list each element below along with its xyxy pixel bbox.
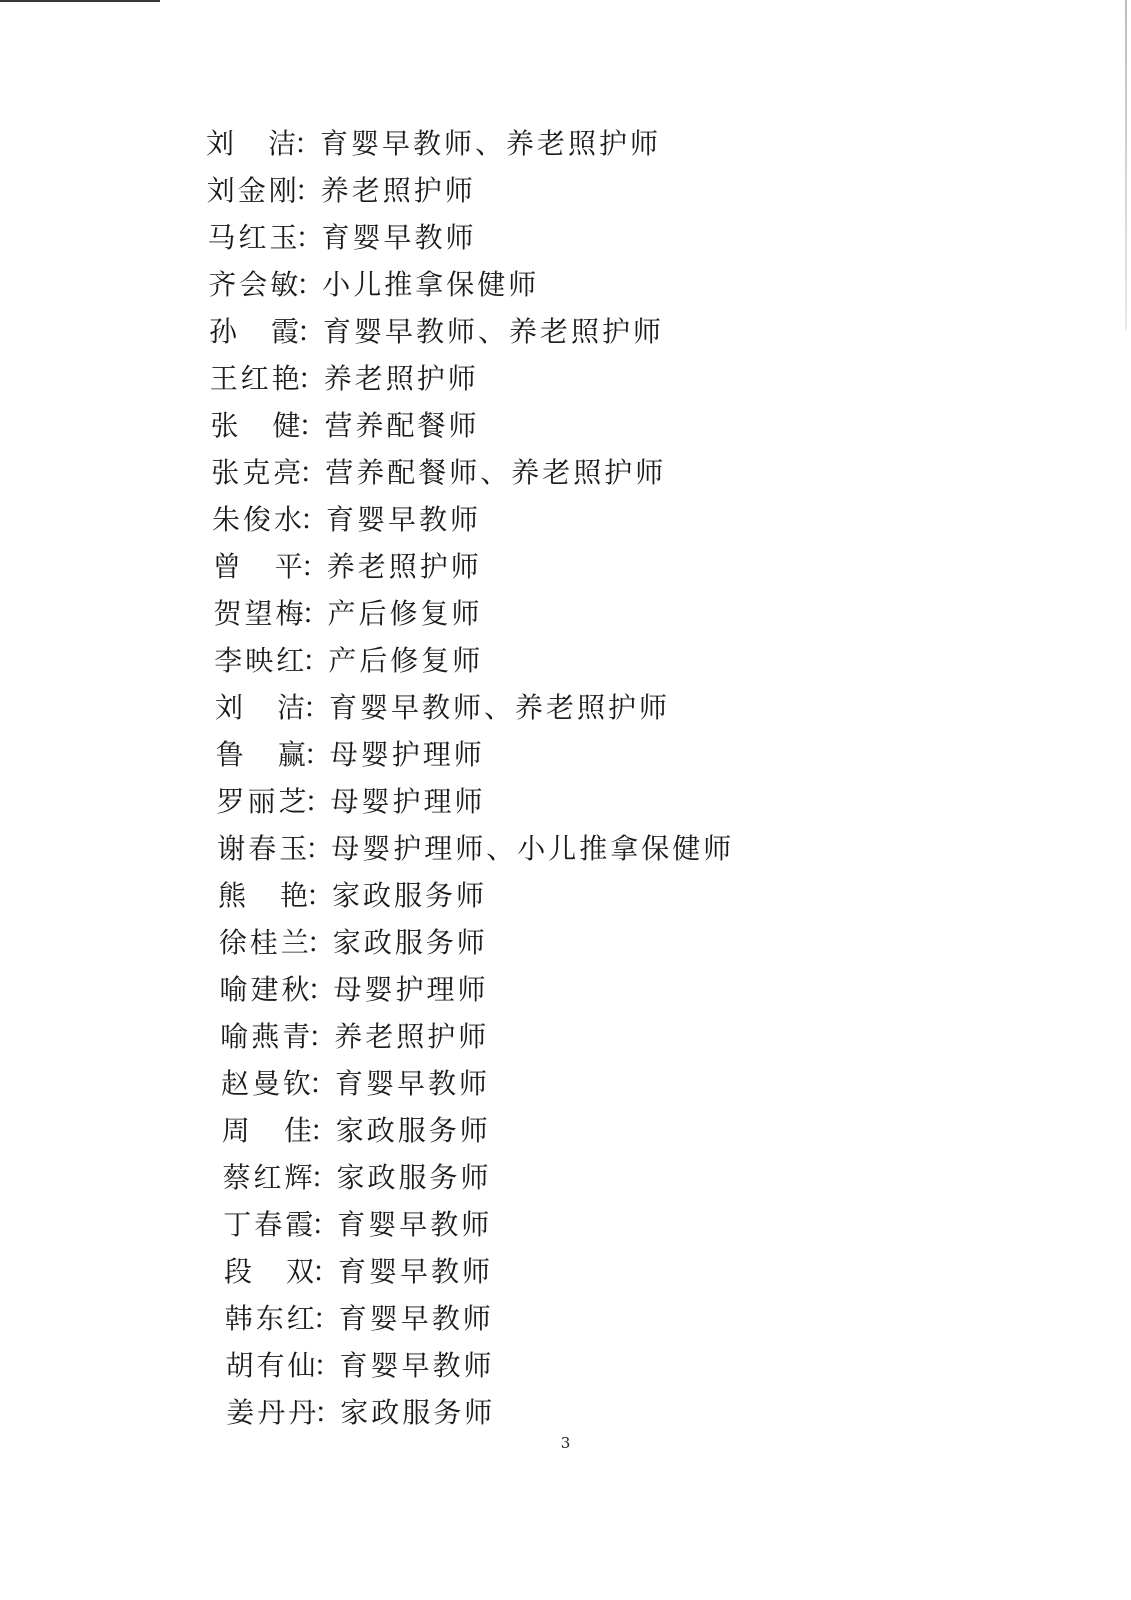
list-item [208,261,906,308]
role-text: 营养配餐师 [324,409,480,442]
separator: ： [305,832,337,865]
separator: ： [312,1255,344,1288]
list-item [223,1154,907,1201]
role-text: 母婴护理师 [329,738,485,771]
separator: ： [310,1161,342,1194]
person-name: 刘金刚 [206,174,300,207]
person-name: 姜丹丹 [226,1396,320,1429]
list-item [223,1201,906,1248]
role-text: 养老照护师 [320,174,476,207]
role-text: 育婴早教师 [335,1067,491,1100]
role-text: 育婴早教师、养老照护师 [329,691,671,724]
separator: ： [311,1208,343,1241]
person-name: 徐桂兰 [218,926,312,959]
separator: ： [300,503,332,536]
separator: ： [299,456,331,489]
list-item [226,1389,906,1436]
person-name: 马红玉 [207,221,301,254]
role-text: 营养配餐师、养老照护师 [325,456,667,489]
separator: ： [303,738,335,771]
person-name: 曾 平 [212,550,306,583]
separator: ： [296,268,328,301]
separator: ： [304,785,336,818]
person-name: 丁春霞 [223,1208,317,1241]
role-text: 养老照护师 [326,550,482,583]
list-item [222,1107,906,1154]
person-name: 鲁 赢 [215,738,309,771]
role-text: 育婴早教师 [321,221,477,254]
separator: ： [297,362,329,395]
person-name: 罗丽芝 [216,785,310,818]
separator: ： [301,597,333,630]
role-text: 产后修复师 [328,644,484,677]
separator: ： [295,221,327,254]
person-name: 赵曼钦 [221,1067,315,1100]
person-name: 韩东红 [224,1302,318,1335]
role-text: 母婴护理师、小儿推拿保健师 [331,832,735,865]
scan-edge-right [1125,0,1127,330]
person-name: 朱俊水 [212,503,306,536]
role-text: 家政服务师 [335,1114,491,1147]
list-item [214,590,907,637]
list-item [217,825,906,872]
list-item [206,120,906,167]
list-item [221,1060,906,1107]
list-item [219,919,906,966]
person-name: 张 健 [210,409,304,442]
separator: ： [302,644,334,677]
person-name: 喻建秋 [219,973,313,1006]
list-item [218,872,906,919]
name-role-list [206,120,906,1436]
person-name: 王红艳 [209,362,303,395]
separator: ： [297,315,329,348]
separator: ： [298,409,330,442]
list-item [225,1295,906,1342]
list-item [211,402,907,449]
role-text: 家政服务师 [340,1396,496,1429]
person-name: 孙 霞 [209,315,303,348]
person-name: 刘 洁 [206,127,300,160]
person-name: 喻燕青 [220,1020,314,1053]
role-text: 产后修复师 [327,597,483,630]
list-item [213,543,906,590]
separator: ： [309,1067,341,1100]
list-item [215,684,906,731]
person-name: 周 佳 [221,1114,315,1147]
scan-edge-top [0,0,160,2]
separator: ： [300,550,332,583]
separator: ： [312,1302,344,1335]
person-name: 贺望梅 [213,597,307,630]
role-text: 养老照护师 [323,362,479,395]
separator: ： [309,1114,341,1147]
person-name: 蔡红辉 [222,1161,316,1194]
person-name: 张克亮 [211,456,305,489]
list-item [208,214,907,261]
role-text: 育婴早教师、养老照护师 [320,127,662,160]
separator: ： [308,1020,340,1053]
list-item [210,355,906,402]
separator: ： [294,127,326,160]
person-name: 熊 艳 [218,879,312,912]
person-name: 段 双 [224,1255,318,1288]
role-text: 家政服务师 [332,879,488,912]
role-text: 育婴早教师 [339,1349,495,1382]
person-name: 齐会敏 [208,268,302,301]
person-name: 谢春玉 [217,832,311,865]
list-item [216,731,906,778]
role-text: 母婴护理师 [330,785,486,818]
separator: ： [313,1349,345,1382]
list-item [226,1342,907,1389]
separator: ： [294,174,326,207]
role-text: 家政服务师 [336,1161,492,1194]
page-number: 3 [560,1434,571,1452]
person-name: 刘 洁 [215,691,309,724]
role-text: 育婴早教师 [338,1302,494,1335]
list-item [207,167,906,214]
person-name: 李映红 [214,644,308,677]
role-text: 母婴护理师 [333,973,489,1006]
role-text: 小儿推拿保健师 [322,268,540,301]
separator: ： [306,926,338,959]
list-item [212,496,906,543]
separator: ： [306,879,338,912]
list-item [209,308,906,355]
list-item [217,778,907,825]
role-text: 家政服务师 [332,926,488,959]
role-text: 育婴早教师 [338,1255,494,1288]
list-item [220,966,907,1013]
role-text: 养老照护师 [334,1020,490,1053]
role-text: 育婴早教师 [337,1208,493,1241]
person-name: 胡有仙 [225,1349,319,1382]
list-item [224,1248,906,1295]
separator: ： [303,691,335,724]
role-text: 育婴早教师 [326,503,482,536]
separator: ： [307,973,339,1006]
role-text: 育婴早教师、养老照护师 [323,315,665,348]
list-item [220,1013,906,1060]
list-item [214,637,906,684]
separator: ： [314,1396,346,1429]
list-item [211,449,906,496]
